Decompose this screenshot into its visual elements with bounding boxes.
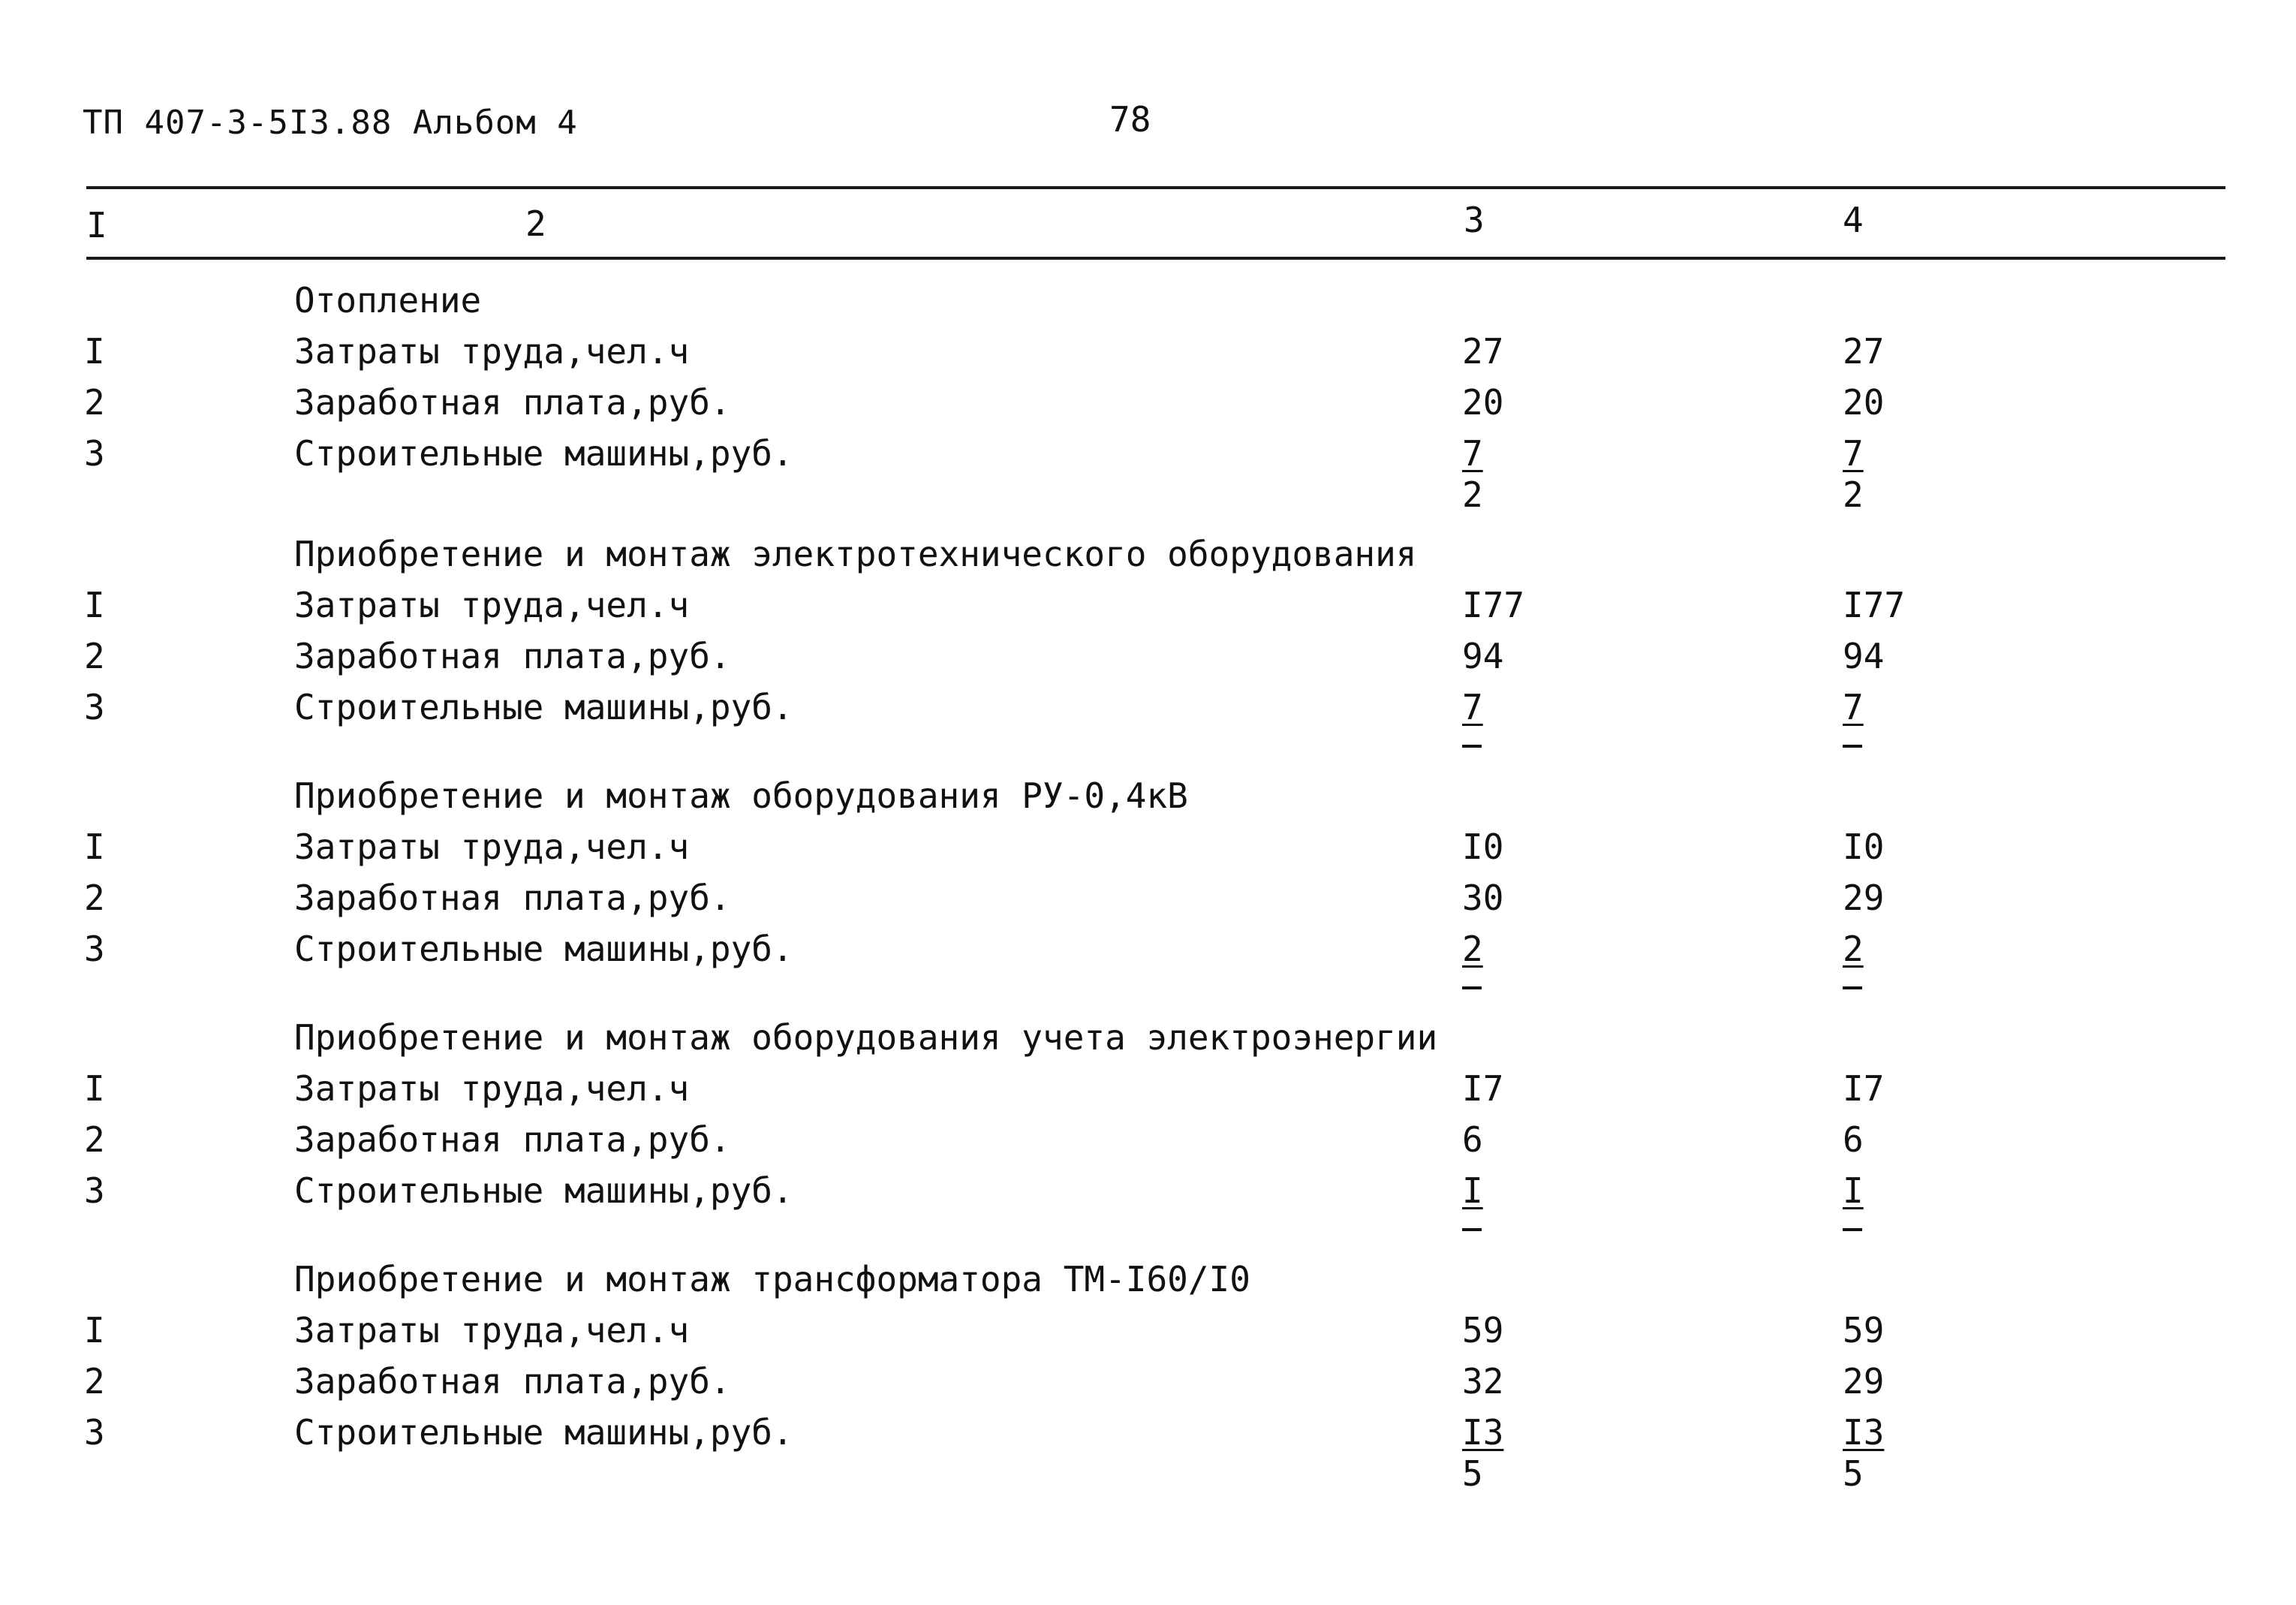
row-label: Заработная плата,руб. — [294, 878, 731, 918]
fraction-numerator: I3 — [1843, 1412, 1885, 1453]
row-number: 3 — [84, 687, 105, 727]
row-label: Затраты труда,чел.ч — [294, 585, 690, 625]
fraction-numerator: 7 — [1843, 687, 1864, 727]
section-title: Приобретение и монтаж трансформатора ТМ-I60/I0 — [294, 1259, 1250, 1299]
row-value-col3 — [1462, 432, 1483, 515]
row-value-col4: 6 — [1843, 1119, 1864, 1160]
row-value-col4 — [1843, 686, 1864, 748]
row-number: I — [84, 1310, 105, 1351]
row-number: 3 — [84, 1170, 105, 1211]
row-number: 3 — [84, 433, 105, 474]
row-value-col4: 29 — [1843, 1361, 1885, 1402]
fraction-numerator: 7 — [1843, 433, 1864, 474]
row-value-col3: 32 — [1462, 1361, 1504, 1402]
row-value-col3: 94 — [1462, 636, 1504, 676]
row-value-col3: 59 — [1462, 1310, 1504, 1351]
column-header-4: 4 — [1843, 200, 1864, 240]
fraction-numerator: 7 — [1462, 687, 1483, 727]
fraction-numerator: I3 — [1462, 1412, 1504, 1453]
row-value-col4 — [1843, 1411, 1884, 1494]
row-label: Затраты труда,чел.ч — [294, 331, 690, 372]
row-number: I — [84, 331, 105, 372]
row-value-col3: I7 — [1462, 1068, 1504, 1109]
table-top-rule — [86, 186, 2225, 189]
row-label: Заработная плата,руб. — [294, 1119, 731, 1160]
row-value-col3: 30 — [1462, 878, 1504, 918]
fraction-numerator: 2 — [1462, 929, 1483, 969]
column-header-1: I — [86, 205, 107, 245]
fraction-dash — [1462, 1228, 1482, 1231]
row-label: Строительные машины,руб. — [294, 1412, 793, 1453]
row-label: Затраты труда,чел.ч — [294, 1310, 690, 1351]
row-number: I — [84, 1068, 105, 1109]
row-value-col4 — [1843, 928, 1864, 989]
fraction-dash — [1843, 745, 1862, 748]
row-value-col3: 20 — [1462, 382, 1504, 423]
fraction-numerator: I — [1843, 1170, 1864, 1211]
row-value-col4 — [1843, 432, 1864, 515]
row-label: Заработная плата,руб. — [294, 636, 731, 676]
row-value-col4: 94 — [1843, 636, 1885, 676]
fraction-dash — [1843, 986, 1862, 989]
section-title: Приобретение и монтаж электротехнического оборудования — [294, 534, 1417, 574]
row-value-col4 — [1843, 1170, 1864, 1231]
row-value-col4: I7 — [1843, 1068, 1885, 1109]
table-header-rule — [86, 257, 2225, 260]
row-value-col3 — [1462, 686, 1483, 748]
row-number: 3 — [84, 1412, 105, 1453]
row-value-col3 — [1462, 1411, 1503, 1494]
row-number: I — [84, 585, 105, 625]
row-number: 2 — [84, 1119, 105, 1160]
row-label: Заработная плата,руб. — [294, 1361, 731, 1402]
row-number: 2 — [84, 878, 105, 918]
row-value-col3: 6 — [1462, 1119, 1483, 1160]
row-value-col4: I77 — [1843, 585, 1906, 625]
section-title: Отопление — [294, 280, 482, 321]
section-title: Приобретение и монтаж оборудования учета электроэнергии — [294, 1017, 1438, 1058]
row-value-col3 — [1462, 928, 1483, 989]
row-label: Строительные машины,руб. — [294, 687, 793, 727]
fraction-numerator: 2 — [1843, 929, 1864, 969]
document-code: ТП 407-3-5I3.88 Альбом 4 — [83, 104, 578, 142]
fraction-denominator: 5 — [1462, 1453, 1483, 1494]
row-value-col4: I0 — [1843, 827, 1885, 867]
row-value-col3: I0 — [1462, 827, 1504, 867]
row-value-col4: 20 — [1843, 382, 1885, 423]
row-number: 2 — [84, 382, 105, 423]
fraction-numerator: 7 — [1462, 433, 1483, 474]
row-value-col4: 27 — [1843, 331, 1885, 372]
fraction-dash — [1462, 986, 1482, 989]
section-title: Приобретение и монтаж оборудования РУ-0,4кВ — [294, 775, 1188, 816]
row-label: Строительные машины,руб. — [294, 1170, 793, 1211]
fraction-dash — [1843, 1228, 1862, 1231]
row-value-col3: 27 — [1462, 331, 1504, 372]
row-value-col3: I77 — [1462, 585, 1525, 625]
fraction-numerator: I — [1462, 1170, 1483, 1211]
row-label: Заработная плата,руб. — [294, 382, 731, 423]
row-number: 2 — [84, 1361, 105, 1402]
row-value-col4: 59 — [1843, 1310, 1885, 1351]
row-label: Строительные машины,руб. — [294, 929, 793, 969]
fraction-denominator: 5 — [1843, 1453, 1864, 1494]
row-value-col3 — [1462, 1170, 1483, 1231]
row-label: Строительные машины,руб. — [294, 433, 793, 474]
row-value-col4: 29 — [1843, 878, 1885, 918]
row-label: Затраты труда,чел.ч — [294, 1068, 690, 1109]
page-number: 78 — [1109, 99, 1151, 140]
row-label: Затраты труда,чел.ч — [294, 827, 690, 867]
fraction-denominator: 2 — [1462, 474, 1483, 515]
fraction-denominator: 2 — [1843, 474, 1864, 515]
fraction-dash — [1462, 745, 1482, 748]
column-header-3: 3 — [1464, 200, 1485, 240]
row-number: 3 — [84, 929, 105, 969]
row-number: I — [84, 827, 105, 867]
column-header-2: 2 — [525, 203, 546, 244]
row-number: 2 — [84, 636, 105, 676]
